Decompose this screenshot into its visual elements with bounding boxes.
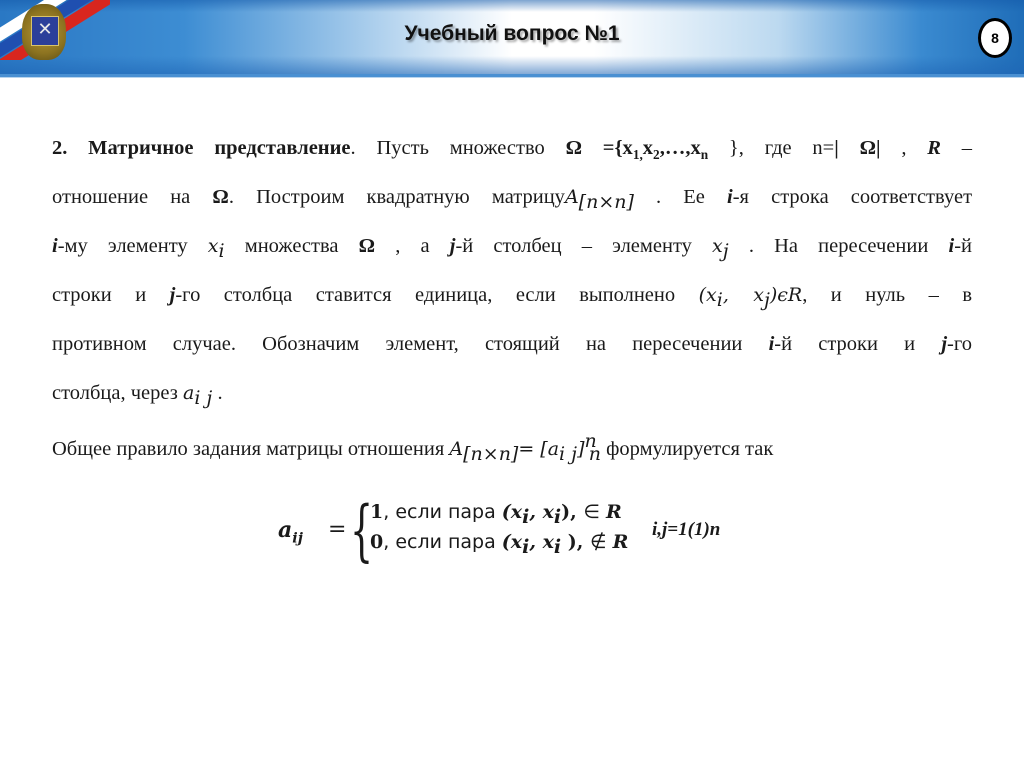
page-number-badge: 8 [978, 18, 1012, 58]
set-definition: $\Omega =\{x_{1,}x_2,\dots,x_n$ [565, 137, 709, 163]
formula-index-condition: i,j=1(1)n [652, 519, 721, 540]
text-line-6: столбца, через $a_{i j}$ . [52, 382, 223, 410]
definition-paragraph [52, 124, 972, 418]
text-line-2: отношение на Ω. Построим квадратную матрицуA$_{[n\times n]}$ . Ее i-я строка соответствует [52, 186, 973, 214]
section-heading: 2. Матричное представление [52, 137, 351, 159]
slide-title: Учебный вопрос №1 [404, 22, 620, 45]
text-line-5: противном случае. Обозначим элемент, стоящий на пересечении i-й строки и j-го [52, 333, 972, 355]
text-line-3: i-му элементу $x_i$ множества Ω , а j-й столбец – элементу $x_j$ . На пересечении i-й [52, 235, 972, 263]
text-line-1: 2. Матричное представление. Пусть множество $\Omega =\{x_{1,}x_2,\dots,x_n$ }, где n=| Ω| , R – [52, 137, 973, 163]
curly-brace-icon: { [350, 492, 374, 569]
rule-paragraph: Общее правило задания матрицы отношения $A_{[n\times n]}= [a_{i j}]^n_n$ формулируется так [52, 430, 774, 466]
header-band-top [0, 0, 1024, 12]
formula-equals: = [328, 517, 347, 542]
formula-case-1: 1, если пара ($x_i$, $x_i$), ∈ R [370, 501, 622, 529]
piecewise-formula [278, 492, 798, 575]
formula-lhs: $a_{ij}$ [278, 517, 303, 547]
text-line-4: строки и j-го столбца ставится единица, если выполнено ($x_i$, $x_j)\epsilon R$, и нуль – в [52, 284, 972, 312]
formula-case-2: 0, если пара ($x_i$, $x_i$ ), ∉ R [370, 531, 629, 559]
header-band-bottom [0, 56, 1024, 74]
emblem-cross-icon: ✕ [37, 19, 53, 40]
slide-header [0, 0, 1024, 74]
header-divider-thin [0, 77, 1024, 78]
